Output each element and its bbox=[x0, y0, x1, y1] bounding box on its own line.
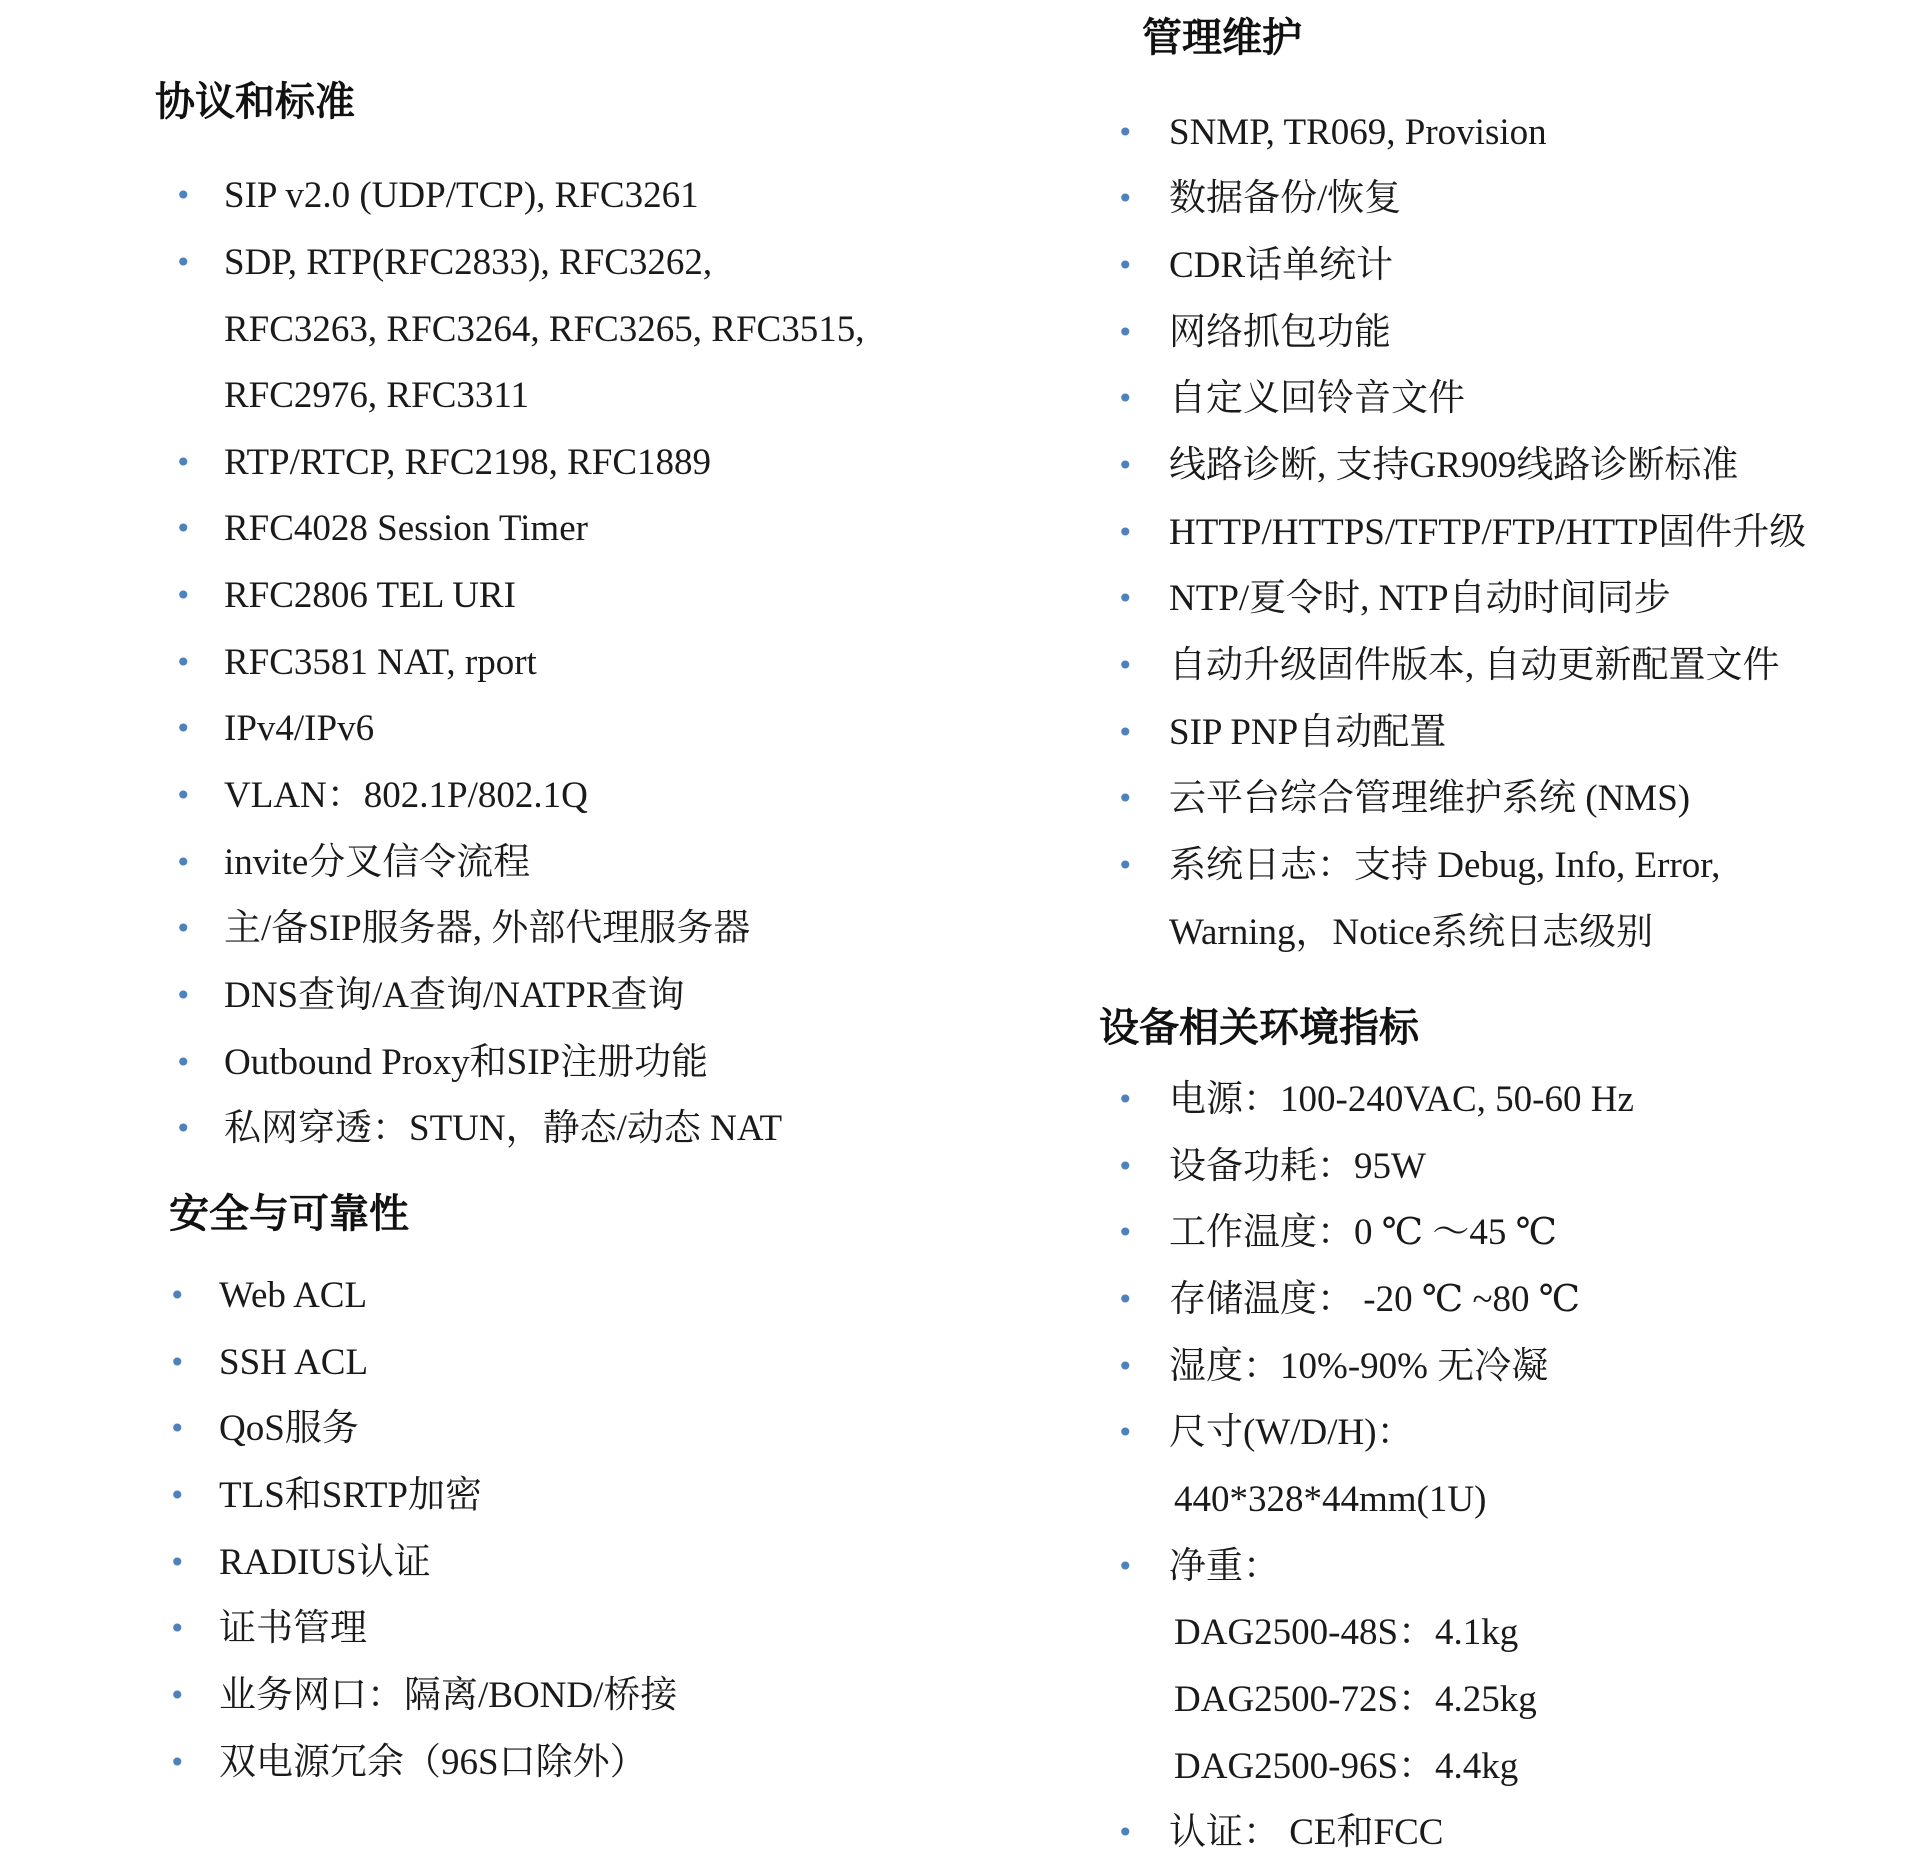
list-item-text: SSH ACL bbox=[219, 1342, 369, 1383]
bullet-icon: • bbox=[1117, 1150, 1134, 1183]
bullet-icon: • bbox=[1117, 782, 1134, 815]
bullet-icon: • bbox=[175, 246, 192, 279]
section-heading-management: 管理维护 bbox=[1142, 15, 1302, 61]
bullet-icon: • bbox=[1117, 582, 1134, 615]
list-item-text: RFC2976, RFC3311 bbox=[224, 375, 529, 416]
list-item-text: 工作温度：0 ℃ ～45 ℃ bbox=[1169, 1212, 1558, 1253]
list-item-text: VLAN：802.1P/802.1Q bbox=[224, 775, 588, 816]
list-item-text: 网络抓包功能 bbox=[1169, 312, 1391, 353]
list-item-text: 尺寸(W/D/H)： bbox=[1169, 1412, 1414, 1453]
list-item-text: RFC4028 Session Timer bbox=[224, 508, 588, 549]
list-item-text: DAG2500-48S：4.1kg bbox=[1174, 1612, 1519, 1653]
bullet-icon: • bbox=[175, 646, 192, 679]
bullet-icon: • bbox=[175, 179, 192, 212]
list-item-text: 私网穿透：STUN，静态/动态 NAT bbox=[224, 1108, 783, 1149]
bullet-icon: • bbox=[1117, 1216, 1134, 1249]
list-item-text: DNS查询/A查询/NATPR查询 bbox=[224, 975, 685, 1016]
list-item-text: DAG2500-72S：4.25kg bbox=[1174, 1679, 1537, 1720]
bullet-icon: • bbox=[175, 512, 192, 545]
bullet-icon: • bbox=[169, 1746, 186, 1779]
bullet-icon: • bbox=[1117, 182, 1134, 215]
list-item-text: 双电源冗余（96S口除外） bbox=[219, 1742, 647, 1783]
list-item-text: 主/备SIP服务器, 外部代理服务器 bbox=[224, 908, 751, 949]
list-item-text: HTTP/HTTPS/TFTP/FTP/HTTP固件升级 bbox=[1169, 512, 1807, 553]
bullet-icon: • bbox=[1117, 116, 1134, 149]
bullet-icon: • bbox=[1117, 1416, 1134, 1449]
list-item-text: SNMP, TR069, Provision bbox=[1169, 112, 1547, 153]
list-item-text: TLS和SRTP加密 bbox=[219, 1475, 482, 1516]
bullet-icon: • bbox=[1117, 382, 1134, 415]
bullet-icon: • bbox=[175, 846, 192, 879]
list-item-text: 云平台综合管理维护系统 (NMS) bbox=[1169, 778, 1691, 819]
bullet-icon: • bbox=[1117, 649, 1134, 682]
bullet-icon: • bbox=[1117, 1550, 1134, 1583]
list-item-text: 线路诊断, 支持GR909线路诊断标准 bbox=[1169, 445, 1739, 486]
list-item-text: NTP/夏令时, NTP自动时间同步 bbox=[1169, 578, 1671, 619]
list-item-text: 证书管理 bbox=[219, 1608, 367, 1649]
bullet-icon: • bbox=[1117, 1283, 1134, 1316]
list-item-text: RADIUS认证 bbox=[219, 1542, 431, 1583]
section-heading-protocols: 协议和标准 bbox=[155, 79, 355, 125]
bullet-icon: • bbox=[1117, 716, 1134, 749]
list-item-text: 净重： bbox=[1169, 1546, 1280, 1587]
list-item-text: 系统日志：支持 Debug, Info, Error, bbox=[1169, 845, 1721, 886]
bullet-icon: • bbox=[1117, 316, 1134, 349]
list-item-text: SIP PNP自动配置 bbox=[1169, 712, 1447, 753]
list-item-text: Outbound Proxy和SIP注册功能 bbox=[224, 1042, 709, 1083]
list-item-text: 电源：100-240VAC, 50-60 Hz bbox=[1169, 1079, 1634, 1120]
section-heading-security: 安全与可靠性 bbox=[169, 1191, 409, 1237]
section-heading-environment: 设备相关环境指标 bbox=[1099, 1005, 1419, 1051]
list-item-text: RFC2806 TEL URI bbox=[224, 575, 516, 616]
list-item-text: CDR话单统计 bbox=[1169, 245, 1394, 286]
bullet-icon: • bbox=[175, 1112, 192, 1145]
list-item-text: QoS服务 bbox=[219, 1408, 359, 1449]
bullet-icon: • bbox=[169, 1346, 186, 1379]
list-item-text: 自动升级固件版本, 自动更新配置文件 bbox=[1169, 645, 1780, 686]
list-item-text: 业务网口：隔离/BOND/桥接 bbox=[219, 1675, 678, 1716]
bullet-icon: • bbox=[169, 1612, 186, 1645]
bullet-icon: • bbox=[1117, 1816, 1134, 1849]
list-item-text: 440*328*44mm(1U) bbox=[1174, 1479, 1487, 1520]
bullet-icon: • bbox=[175, 979, 192, 1012]
list-item-text: 湿度：10%-90% 无冷凝 bbox=[1169, 1346, 1549, 1387]
list-item-text: 数据备份/恢复 bbox=[1169, 178, 1402, 219]
list-item-text: DAG2500-96S：4.4kg bbox=[1174, 1746, 1519, 1787]
list-item-text: invite分叉信令流程 bbox=[224, 842, 531, 883]
list-item-text: Web ACL bbox=[219, 1275, 368, 1316]
list-item-text: IPv4/IPv6 bbox=[224, 708, 375, 749]
bullet-icon: • bbox=[175, 912, 192, 945]
bullet-icon: • bbox=[169, 1279, 186, 1312]
bullet-icon: • bbox=[175, 1046, 192, 1079]
bullet-icon: • bbox=[169, 1679, 186, 1712]
bullet-icon: • bbox=[169, 1546, 186, 1579]
list-item-text: SDP, RTP(RFC2833), RFC3262, bbox=[224, 242, 713, 283]
list-item-text: 设备功耗：95W bbox=[1169, 1146, 1426, 1187]
list-item-text: SIP v2.0 (UDP/TCP), RFC3261 bbox=[224, 175, 699, 216]
bullet-icon: • bbox=[1117, 1350, 1134, 1383]
list-item-text: RFC3581 NAT, rport bbox=[224, 642, 537, 683]
list-item-text: 认证： CE和FCC bbox=[1169, 1812, 1444, 1853]
bullet-icon: • bbox=[175, 579, 192, 612]
bullet-icon: • bbox=[175, 779, 192, 812]
list-item-text: RTP/RTCP, RFC2198, RFC1889 bbox=[224, 442, 711, 483]
bullet-icon: • bbox=[1117, 1083, 1134, 1116]
list-item-text: Warning，Notice系统日志级别 bbox=[1169, 912, 1654, 953]
bullet-icon: • bbox=[169, 1412, 186, 1445]
bullet-icon: • bbox=[1117, 249, 1134, 282]
bullet-icon: • bbox=[1117, 849, 1134, 882]
list-item-text: 存储温度： -20 ℃ ~80 ℃ bbox=[1169, 1279, 1581, 1320]
bullet-icon: • bbox=[175, 446, 192, 479]
list-item-text: RFC3263, RFC3264, RFC3265, RFC3515, bbox=[224, 309, 865, 350]
bullet-icon: • bbox=[169, 1479, 186, 1512]
bullet-icon: • bbox=[175, 712, 192, 745]
list-item-text: 自定义回铃音文件 bbox=[1169, 378, 1465, 419]
bullet-icon: • bbox=[1117, 516, 1134, 549]
bullet-icon: • bbox=[1117, 449, 1134, 482]
